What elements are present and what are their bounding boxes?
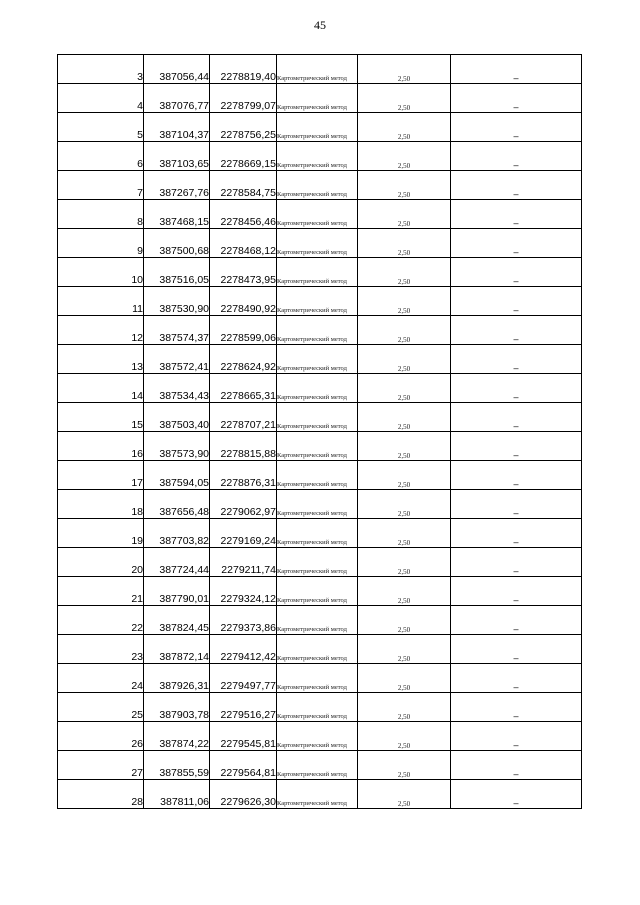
y-coordinate-cell: 2278799,07 [210, 84, 277, 113]
point-number-cell: 25 [58, 693, 144, 722]
point-number-cell: 10 [58, 258, 144, 287]
description-cell: – [451, 403, 582, 432]
table-row [58, 751, 582, 780]
point-number-cell: 14 [58, 374, 144, 403]
x-coordinate-cell: 387468,15 [144, 200, 210, 229]
y-coordinate-cell: 2278876,31 [210, 461, 277, 490]
method-cell: Картометрический метод [277, 577, 358, 606]
method-cell: Картометрический метод [277, 751, 358, 780]
method-cell: Картометрический метод [277, 55, 358, 84]
description-cell: – [451, 258, 582, 287]
description-cell: – [451, 664, 582, 693]
method-cell: Картометрический метод [277, 693, 358, 722]
x-coordinate-cell: 387872,14 [144, 635, 210, 664]
method-cell: Картометрический метод [277, 519, 358, 548]
point-number-cell: 4 [58, 84, 144, 113]
table-row [58, 287, 582, 316]
description-cell: – [451, 113, 582, 142]
method-cell: Картометрический метод [277, 113, 358, 142]
x-coordinate-cell: 387811,06 [144, 780, 210, 809]
table-row [58, 229, 582, 258]
precision-cell: 2,50 [358, 490, 451, 519]
x-coordinate-cell: 387724,44 [144, 548, 210, 577]
y-coordinate-cell: 2278669,15 [210, 142, 277, 171]
x-coordinate-cell: 387500,68 [144, 229, 210, 258]
y-coordinate-cell: 2279564,81 [210, 751, 277, 780]
point-number-cell: 23 [58, 635, 144, 664]
table-row [58, 84, 582, 113]
point-number-cell: 20 [58, 548, 144, 577]
y-coordinate-cell: 2279626,30 [210, 780, 277, 809]
point-number-cell: 19 [58, 519, 144, 548]
method-cell: Картометрический метод [277, 722, 358, 751]
precision-cell: 2,50 [358, 345, 451, 374]
method-cell: Картометрический метод [277, 200, 358, 229]
description-cell: – [451, 142, 582, 171]
x-coordinate-cell: 387574,37 [144, 316, 210, 345]
x-coordinate-cell: 387056,44 [144, 55, 210, 84]
precision-cell: 2,50 [358, 548, 451, 577]
point-number-cell: 6 [58, 142, 144, 171]
point-number-cell: 8 [58, 200, 144, 229]
method-cell: Картометрический метод [277, 490, 358, 519]
table-row [58, 55, 582, 84]
description-cell: – [451, 171, 582, 200]
x-coordinate-cell: 387594,05 [144, 461, 210, 490]
description-cell: – [451, 606, 582, 635]
table-row [58, 606, 582, 635]
method-cell: Картометрический метод [277, 258, 358, 287]
description-cell: – [451, 490, 582, 519]
point-number-cell: 11 [58, 287, 144, 316]
y-coordinate-cell: 2278490,92 [210, 287, 277, 316]
y-coordinate-cell: 2278456,46 [210, 200, 277, 229]
table-row [58, 664, 582, 693]
table-row [58, 403, 582, 432]
point-number-cell: 13 [58, 345, 144, 374]
table-row [58, 171, 582, 200]
precision-cell: 2,50 [358, 374, 451, 403]
y-coordinate-cell: 2279169,24 [210, 519, 277, 548]
method-cell: Картометрический метод [277, 664, 358, 693]
precision-cell: 2,50 [358, 200, 451, 229]
point-number-cell: 5 [58, 113, 144, 142]
table-row [58, 461, 582, 490]
table-row [58, 432, 582, 461]
x-coordinate-cell: 387790,01 [144, 577, 210, 606]
precision-cell: 2,50 [358, 577, 451, 606]
description-cell: – [451, 635, 582, 664]
method-cell: Картометрический метод [277, 635, 358, 664]
x-coordinate-cell: 387926,31 [144, 664, 210, 693]
method-cell: Картометрический метод [277, 345, 358, 374]
x-coordinate-cell: 387530,90 [144, 287, 210, 316]
x-coordinate-cell: 387656,48 [144, 490, 210, 519]
method-cell: Картометрический метод [277, 461, 358, 490]
method-cell: Картометрический метод [277, 780, 358, 809]
y-coordinate-cell: 2278599,06 [210, 316, 277, 345]
table-row [58, 142, 582, 171]
point-number-cell: 17 [58, 461, 144, 490]
table-row [58, 548, 582, 577]
point-number-cell: 26 [58, 722, 144, 751]
description-cell: – [451, 780, 582, 809]
description-cell: – [451, 229, 582, 258]
description-cell: – [451, 722, 582, 751]
description-cell: – [451, 287, 582, 316]
table-row [58, 316, 582, 345]
description-cell: – [451, 84, 582, 113]
x-coordinate-cell: 387516,05 [144, 258, 210, 287]
y-coordinate-cell: 2279497,77 [210, 664, 277, 693]
method-cell: Картометрический метод [277, 548, 358, 577]
point-number-cell: 18 [58, 490, 144, 519]
table-row [58, 258, 582, 287]
y-coordinate-cell: 2278473,95 [210, 258, 277, 287]
table-row [58, 635, 582, 664]
description-cell: – [451, 693, 582, 722]
table-row [58, 519, 582, 548]
precision-cell: 2,50 [358, 432, 451, 461]
point-number-cell: 24 [58, 664, 144, 693]
point-number-cell: 12 [58, 316, 144, 345]
precision-cell: 2,50 [358, 171, 451, 200]
table-row [58, 490, 582, 519]
x-coordinate-cell: 387103,65 [144, 142, 210, 171]
precision-cell: 2,50 [358, 287, 451, 316]
precision-cell: 2,50 [358, 751, 451, 780]
x-coordinate-cell: 387573,90 [144, 432, 210, 461]
table-row [58, 113, 582, 142]
y-coordinate-cell: 2278815,88 [210, 432, 277, 461]
x-coordinate-cell: 387076,77 [144, 84, 210, 113]
x-coordinate-cell: 387874,22 [144, 722, 210, 751]
method-cell: Картометрический метод [277, 142, 358, 171]
point-number-cell: 9 [58, 229, 144, 258]
precision-cell: 2,50 [358, 84, 451, 113]
page-number: 45 [314, 18, 326, 32]
method-cell: Картометрический метод [277, 374, 358, 403]
description-cell: – [451, 200, 582, 229]
point-number-cell: 15 [58, 403, 144, 432]
y-coordinate-cell: 2279324,12 [210, 577, 277, 606]
coordinates-table [57, 54, 582, 809]
table-row [58, 200, 582, 229]
y-coordinate-cell: 2279412,42 [210, 635, 277, 664]
precision-cell: 2,50 [358, 258, 451, 287]
precision-cell: 2,50 [358, 664, 451, 693]
y-coordinate-cell: 2279062,97 [210, 490, 277, 519]
x-coordinate-cell: 387824,45 [144, 606, 210, 635]
x-coordinate-cell: 387503,40 [144, 403, 210, 432]
y-coordinate-cell: 2278665,31 [210, 374, 277, 403]
table-row [58, 577, 582, 606]
description-cell: – [451, 345, 582, 374]
y-coordinate-cell: 2278707,21 [210, 403, 277, 432]
x-coordinate-cell: 387267,76 [144, 171, 210, 200]
description-cell: – [451, 374, 582, 403]
coordinates-table-body [58, 55, 582, 809]
y-coordinate-cell: 2278624,92 [210, 345, 277, 374]
description-cell: – [451, 316, 582, 345]
precision-cell: 2,50 [358, 113, 451, 142]
x-coordinate-cell: 387534,43 [144, 374, 210, 403]
y-coordinate-cell: 2279516,27 [210, 693, 277, 722]
description-cell: – [451, 432, 582, 461]
method-cell: Картометрический метод [277, 403, 358, 432]
table-row [58, 722, 582, 751]
y-coordinate-cell: 2278584,75 [210, 171, 277, 200]
table-row [58, 780, 582, 809]
precision-cell: 2,50 [358, 55, 451, 84]
x-coordinate-cell: 387703,82 [144, 519, 210, 548]
method-cell: Картометрический метод [277, 606, 358, 635]
precision-cell: 2,50 [358, 519, 451, 548]
x-coordinate-cell: 387572,41 [144, 345, 210, 374]
method-cell: Картометрический метод [277, 432, 358, 461]
y-coordinate-cell: 2278756,25 [210, 113, 277, 142]
method-cell: Картометрический метод [277, 287, 358, 316]
description-cell: – [451, 751, 582, 780]
point-number-cell: 3 [58, 55, 144, 84]
precision-cell: 2,50 [358, 635, 451, 664]
point-number-cell: 27 [58, 751, 144, 780]
description-cell: – [451, 548, 582, 577]
y-coordinate-cell: 2279211,74 [210, 548, 277, 577]
method-cell: Картометрический метод [277, 171, 358, 200]
description-cell: – [451, 519, 582, 548]
table-row [58, 374, 582, 403]
y-coordinate-cell: 2278819,40 [210, 55, 277, 84]
method-cell: Картометрический метод [277, 229, 358, 258]
description-cell: – [451, 577, 582, 606]
x-coordinate-cell: 387104,37 [144, 113, 210, 142]
point-number-cell: 7 [58, 171, 144, 200]
y-coordinate-cell: 2279545,81 [210, 722, 277, 751]
precision-cell: 2,50 [358, 606, 451, 635]
precision-cell: 2,50 [358, 142, 451, 171]
precision-cell: 2,50 [358, 722, 451, 751]
precision-cell: 2,50 [358, 461, 451, 490]
y-coordinate-cell: 2278468,12 [210, 229, 277, 258]
y-coordinate-cell: 2279373,86 [210, 606, 277, 635]
description-cell: – [451, 461, 582, 490]
precision-cell: 2,50 [358, 316, 451, 345]
point-number-cell: 16 [58, 432, 144, 461]
method-cell: Картометрический метод [277, 316, 358, 345]
x-coordinate-cell: 387855,59 [144, 751, 210, 780]
point-number-cell: 21 [58, 577, 144, 606]
precision-cell: 2,50 [358, 780, 451, 809]
description-cell: – [451, 55, 582, 84]
table-row [58, 693, 582, 722]
table-row [58, 345, 582, 374]
point-number-cell: 28 [58, 780, 144, 809]
precision-cell: 2,50 [358, 229, 451, 258]
x-coordinate-cell: 387903,78 [144, 693, 210, 722]
precision-cell: 2,50 [358, 403, 451, 432]
precision-cell: 2,50 [358, 693, 451, 722]
point-number-cell: 22 [58, 606, 144, 635]
method-cell: Картометрический метод [277, 84, 358, 113]
